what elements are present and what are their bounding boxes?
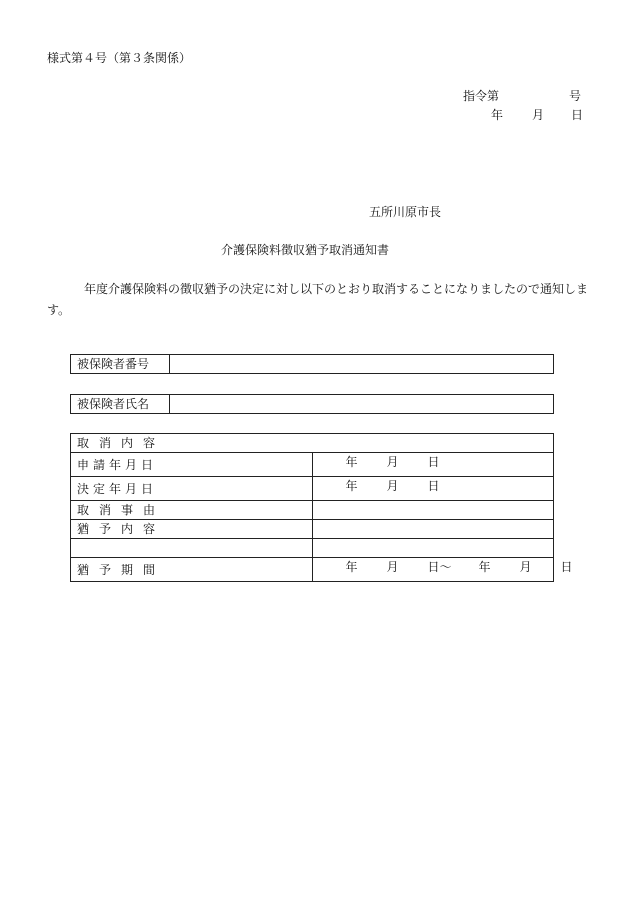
decision-date-field[interactable]: [312, 477, 554, 501]
cancellation-reason-label-text: 取消事由: [77, 503, 166, 517]
cancellation-reason-field[interactable]: [312, 501, 554, 520]
document-title: 介護保険料徴収猶予取消通知書: [221, 243, 390, 257]
issue-date-day: 日: [571, 108, 584, 122]
insured-name-field[interactable]: [170, 395, 554, 414]
decision-date-month: 月: [386, 479, 399, 493]
instruction-number-suffix: 号: [569, 89, 582, 103]
decision-date-label: [71, 477, 313, 501]
decision-date-day: 日: [427, 479, 440, 493]
table-row: [71, 539, 554, 558]
issue-date-month: 月: [532, 108, 545, 122]
deferral-period-label-text: 猶予期間: [77, 562, 166, 577]
table-row: [71, 558, 554, 582]
application-date-label-text: 申請年月日: [77, 457, 158, 472]
blank-row-field[interactable]: [312, 539, 554, 558]
insured-number-field[interactable]: [170, 355, 554, 374]
cancellation-reason-label: [71, 501, 313, 520]
deferral-details-label: [71, 520, 313, 539]
cancellation-header-text: 取消内容: [77, 436, 166, 450]
deferral-from-month: 月: [386, 560, 399, 574]
deferral-from-year: 年: [345, 560, 358, 574]
insured-number-label: 被保険者番号: [71, 355, 170, 374]
decision-date-year: 年: [345, 479, 358, 493]
deferral-period-field[interactable]: [312, 558, 573, 582]
blank-row-label: [71, 539, 313, 558]
table-row: [71, 477, 554, 501]
decision-date-label-text: 決定年月日: [77, 481, 158, 496]
deferral-to-day: 日: [560, 560, 573, 574]
table-row: [71, 434, 554, 453]
deferral-details-field[interactable]: [312, 520, 554, 539]
deferral-to-month: 月: [519, 560, 532, 574]
insured-name-label: 被保険者氏名: [71, 395, 170, 414]
table-row: [71, 501, 554, 520]
application-date-month: 月: [386, 455, 399, 469]
application-date-label: [71, 453, 313, 477]
deferral-from-day: 日～: [427, 560, 452, 574]
cancellation-header-label: [71, 434, 554, 453]
insured-name-table: [70, 394, 554, 414]
body-text: 年度介護保険料の徴収猶予の決定に対し以下のとおり取消することになりましたので通知します。: [47, 282, 589, 317]
form-number: 様式第４号（第３条関係）: [47, 51, 192, 65]
application-date-year: 年: [345, 455, 358, 469]
deferral-period-label: [71, 558, 313, 582]
application-date-day: 日: [427, 455, 440, 469]
issue-date-year: 年: [491, 108, 504, 122]
table-row: [71, 395, 554, 414]
cancellation-details-table: [70, 433, 573, 582]
application-date-field[interactable]: [312, 453, 554, 477]
table-row: [71, 453, 554, 477]
deferral-to-year: 年: [478, 560, 491, 574]
insured-number-table: [70, 354, 554, 374]
table-row: [71, 520, 554, 539]
issuer-name: 五所川原市長: [369, 205, 442, 219]
deferral-details-label-text: 猶予内容: [77, 522, 166, 536]
instruction-number-label: 指令第: [463, 89, 500, 103]
table-row: [71, 355, 554, 374]
